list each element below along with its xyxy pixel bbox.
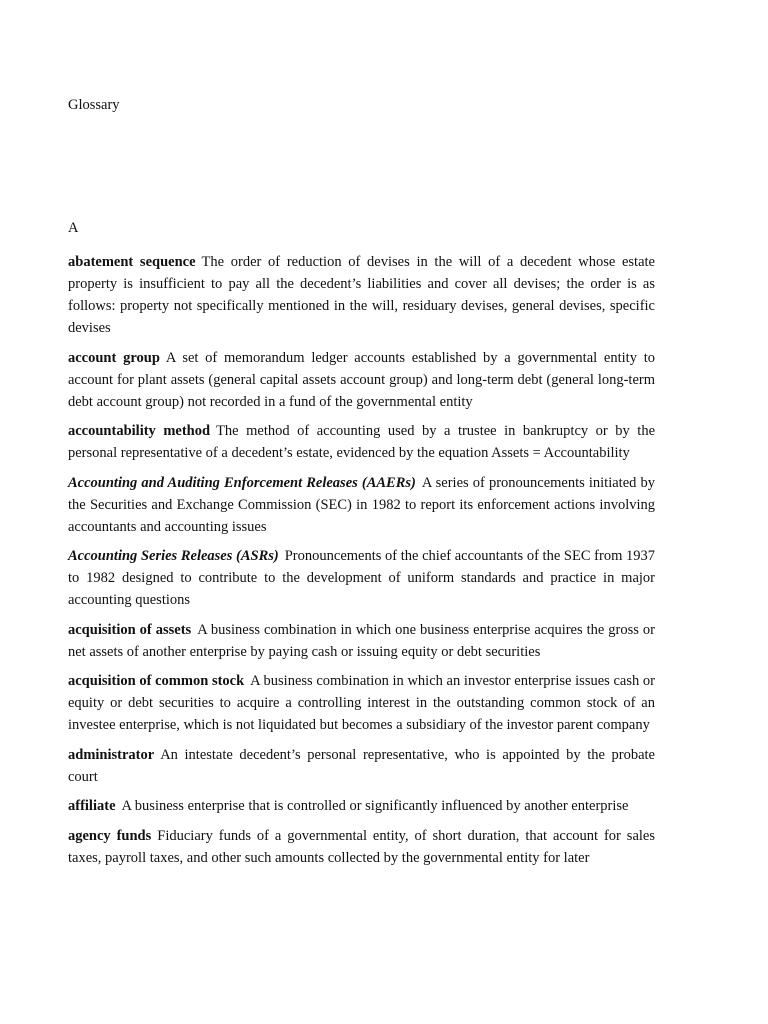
glossary-definition: A set of memorandum ledger accounts established by a governmental entity to account for plant assets (general capital assets account group) and long-term debt (general long-term debt account group) not recorded in a fund of the governmental entity bbox=[68, 349, 655, 410]
glossary-entry bbox=[68, 670, 655, 736]
glossary-entry bbox=[68, 251, 655, 339]
glossary-term: acquisition of common stock bbox=[68, 673, 245, 689]
glossary-term: account group bbox=[68, 349, 160, 366]
glossary-term: Accounting Series Releases (ASRs) bbox=[68, 548, 279, 564]
section-heading: A bbox=[68, 220, 79, 236]
glossary-term: affiliate bbox=[68, 798, 116, 814]
glossary-term: abatement sequence bbox=[68, 254, 196, 270]
glossary-term: Accounting and Auditing Enforcement Releases (AAERs) bbox=[68, 474, 416, 491]
glossary-entry bbox=[68, 545, 655, 611]
glossary-entries bbox=[68, 251, 655, 876]
glossary-definition: Pronouncements of the chief accountants of the SEC from 1937 to 1982 designed to contribute to the development of uniform standards and practice in major accounting questions bbox=[68, 548, 655, 608]
glossary-definition: The order of reduction of devises in the will of a decedent whose estate property is insufficient to pay all the decedent’s liabilities and cover all devises; the order is as follows: property not specifically mentioned in the will, residuary devises, general devises, specific devises bbox=[68, 254, 655, 336]
glossary-entry bbox=[68, 347, 655, 413]
glossary-entry bbox=[68, 795, 655, 817]
glossary-definition: Fiduciary funds of a governmental entity, of short duration, that account for sales taxes, payroll taxes, and other such amounts collected by the governmental entity for later bbox=[68, 827, 655, 866]
glossary-entry bbox=[68, 744, 655, 788]
glossary-definition: A series of pronouncements initiated by the Securities and Exchange Commission (SEC) in 1982 to report its enforcement actions involving accountants and accounting issues bbox=[68, 474, 655, 535]
glossary-definition: An intestate decedent’s personal representative, who is appointed by the probate court bbox=[68, 746, 655, 785]
glossary-term: accountability method bbox=[68, 423, 211, 439]
glossary-term: acquisition of assets bbox=[68, 621, 192, 638]
glossary-entry bbox=[68, 420, 655, 464]
glossary-entry bbox=[68, 472, 655, 538]
glossary-entry bbox=[68, 619, 655, 663]
glossary-definition: A business combination in which one business enterprise acquires the gross or net assets of another enterprise by paying cash or issuing equity or debt securities bbox=[68, 621, 655, 660]
glossary-definition: The method of accounting used by a trustee in bankruptcy or by the personal representative of a decedent’s estate, evidenced by the equation Assets = Accountability bbox=[68, 423, 656, 461]
glossary-definition: A business combination in which an investor enterprise issues cash or equity or debt securities to acquire a controlling interest in the outstanding common stock of an investee enterprise, which is not liquidated but becomes a subsidiary of the investor parent company bbox=[68, 673, 655, 733]
page-title: Glossary bbox=[68, 97, 120, 113]
glossary-term: administrator bbox=[68, 746, 155, 763]
glossary-entry bbox=[68, 825, 655, 869]
glossary-term: agency funds bbox=[68, 827, 152, 844]
glossary-definition: A business enterprise that is controlled or significantly influenced by another enterprise bbox=[121, 798, 629, 814]
